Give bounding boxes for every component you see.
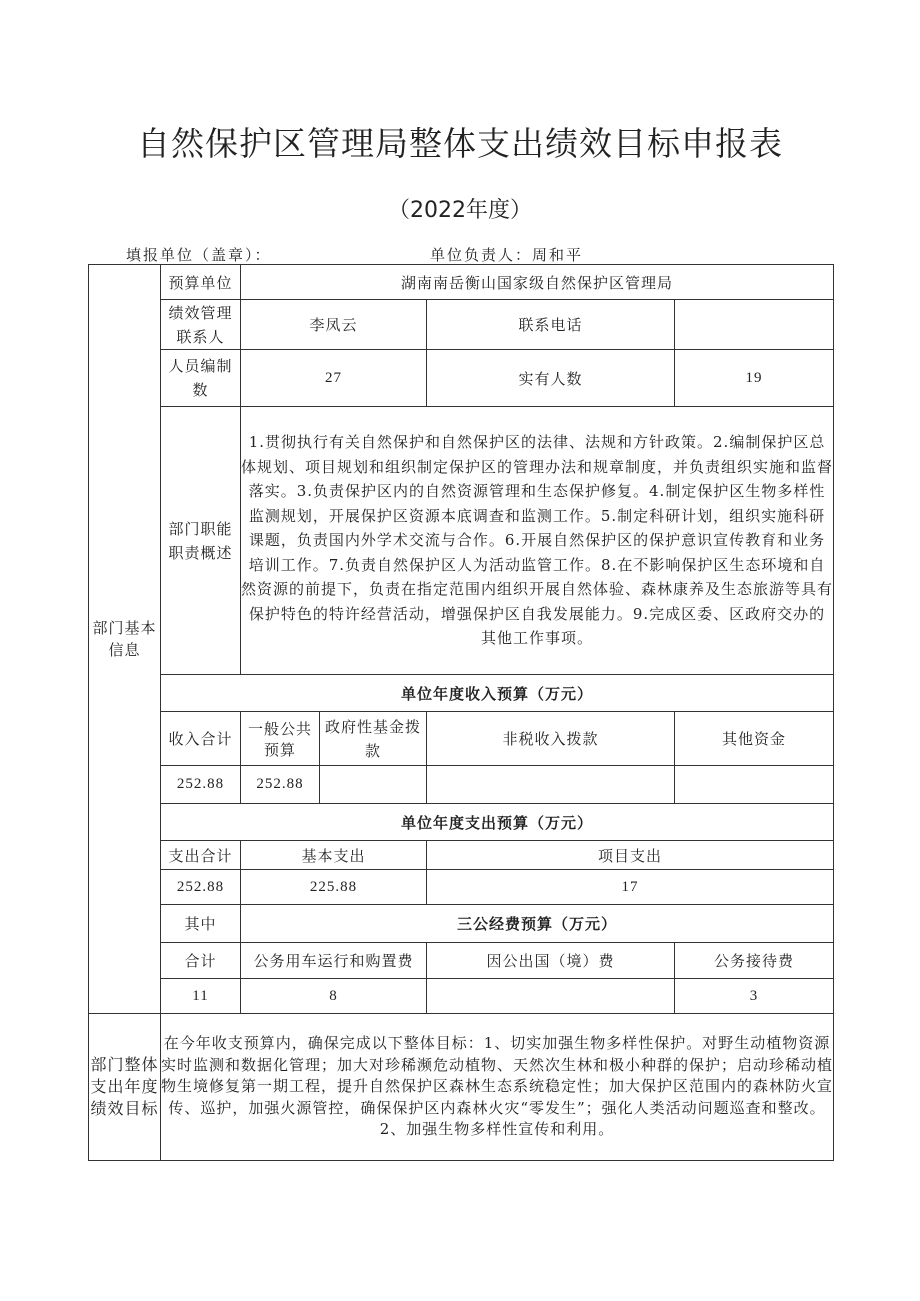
section-basic-info-label: 部门基本信息	[89, 265, 161, 1014]
three-public-prefix: 其中	[161, 905, 241, 943]
filler-unit-label: 填报单位（盖章）：	[126, 246, 272, 264]
contact-name: 李凤云	[241, 300, 427, 350]
expense-value-project: 17	[427, 870, 834, 905]
expense-header-total: 支出合计	[161, 841, 241, 870]
goal-label: 部门整体支出年度绩效目标	[89, 1014, 161, 1161]
report-table	[88, 264, 834, 1161]
staff-quota-value: 27	[241, 350, 427, 407]
income-value-fund	[320, 766, 427, 804]
income-value-general: 252.88	[241, 766, 320, 804]
income-header-other: 其他资金	[675, 712, 834, 766]
expense-header-project: 项目支出	[427, 841, 834, 870]
three-public-value-abroad	[427, 979, 675, 1014]
income-header-fund: 政府性基金拨款	[320, 712, 427, 766]
three-public-header-reception: 公务接待费	[675, 943, 834, 979]
three-public-title: 三公经费预算（万元）	[241, 905, 834, 943]
expense-budget-title: 单位年度支出预算（万元）	[161, 804, 834, 841]
three-public-value-total: 11	[161, 979, 241, 1014]
duties-label: 部门职能职责概述	[161, 407, 241, 675]
three-public-value-vehicle: 8	[241, 979, 427, 1014]
phone-label: 联系电话	[427, 300, 675, 350]
income-value-total: 252.88	[161, 766, 241, 804]
unit-leader: 单位负责人：周和平	[430, 246, 584, 264]
expense-value-basic: 225.88	[241, 870, 427, 905]
goal-text: 在今年收支预算内，确保完成以下整体目标：1、切实加强生物多样性保护。对野生动植物资源实时监测和数据化管理；加大对珍稀濒危动植物、天然次生林和极小种群的保护；启动珍稀动植物生境修复第一期工程，提升自然保护区森林生态系统稳定性；加大保护区范围内的森林防火宣传、巡护，加强火源管控，确保保护区内森林火灾“零发生”；强化人类活动问题巡查和整改。2、加强生物多样性宣传和利用。	[161, 1014, 834, 1161]
phone-value	[675, 300, 834, 350]
budget-unit-label: 预算单位	[161, 265, 241, 300]
income-header-general: 一般公共预算	[241, 712, 320, 766]
expense-header-basic: 基本支出	[241, 841, 427, 870]
page-title: 自然保护区管理局整体支出绩效目标申报表	[137, 124, 783, 163]
income-budget-title: 单位年度收入预算（万元）	[161, 675, 834, 712]
duties-text: 1.贯彻执行有关自然保护和自然保护区的法律、法规和方针政策。2.编制保护区总体规划、项目规划和组织制定保护区的管理办法和规章制度，并负责组织实施和监督落实。3.负责保护区内的自然资源管理和生态保护修复。4.制定保护区生物多样性监测规划，开展保护区资源本底调查和监测工作。5.制定科研计划，组织实施科研课题，负责国内外学术交流与合作。6.开展自然保护区的保护意识宣传教育和业务培训工作。7.负责自然保护区人为活动监管工作。8.在不影响保护区生态环境和自然资源的前提下，负责在指定范围内组织开展自然体验、森林康养及生态旅游等具有保护特色的特许经营活动，增强保护区自我发展能力。9.完成区委、区政府交办的其他工作事项。	[241, 407, 834, 675]
income-header-nontax: 非税收入拨款	[427, 712, 675, 766]
actual-staff-label: 实有人数	[427, 350, 675, 407]
actual-staff-value: 19	[675, 350, 834, 407]
three-public-value-reception: 3	[675, 979, 834, 1014]
income-header-total: 收入合计	[161, 712, 241, 766]
three-public-header-vehicle: 公务用车运行和购置费	[241, 943, 427, 979]
budget-unit-value: 湖南南岳衡山国家级自然保护区管理局	[241, 265, 834, 300]
expense-value-total: 252.88	[161, 870, 241, 905]
year-subtitle: （2022年度）	[388, 198, 532, 223]
contact-label: 绩效管理联系人	[161, 300, 241, 350]
three-public-header-total: 合计	[161, 943, 241, 979]
income-value-nontax	[427, 766, 675, 804]
three-public-header-abroad: 因公出国（境）费	[427, 943, 675, 979]
income-value-other	[675, 766, 834, 804]
staff-quota-label: 人员编制数	[161, 350, 241, 407]
